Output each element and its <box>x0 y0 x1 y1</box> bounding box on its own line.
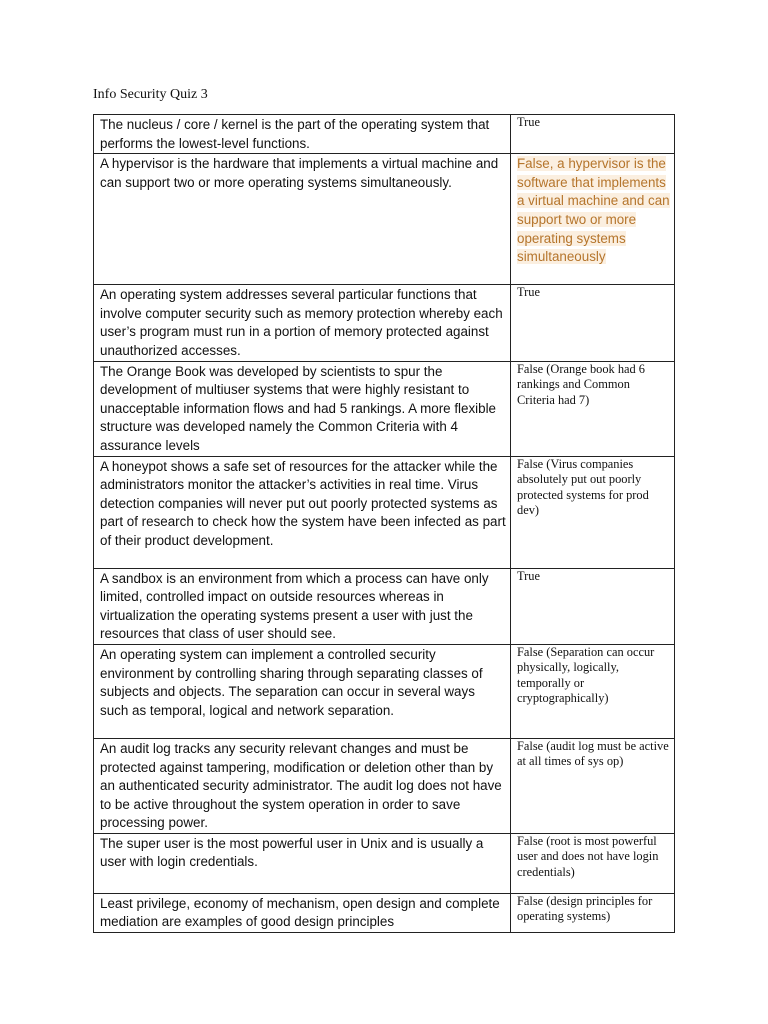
question-cell: An audit log tracks any security relevant changes and must be protected against tampering, modification or deletion other than by an authenticated security administrator. The audit log does not have to be active throughout the system operation in order to save processing power. <box>94 738 511 833</box>
question-cell: The nucleus / core / kernel is the part of the operating system that performs the lowest-level functions. <box>94 115 511 154</box>
question-cell: The Orange Book was developed by scientists to spur the development of multiuser systems that were highly resistant to unacceptable information flows and had 5 rankings. A more flexible structure was developed namely the Common Criteria with 4 assurance levels <box>94 361 511 456</box>
table-row <box>94 154 675 285</box>
answer-cell: False (root is most powerful user and does not have login credentials) <box>511 833 675 893</box>
document-title: Info Security Quiz 3 <box>93 87 208 102</box>
table-row <box>94 644 675 738</box>
quiz-table <box>93 114 675 933</box>
question-cell: The super user is the most powerful user in Unix and is usually a user with login credentials. <box>94 833 511 893</box>
answer-cell: False (Orange book had 6 rankings and Common Criteria had 7) <box>511 361 675 456</box>
answer-cell: False (design principles for operating systems) <box>511 893 675 932</box>
table-row <box>94 115 675 154</box>
answer-cell: True <box>511 285 675 361</box>
table-row <box>94 893 675 932</box>
question-cell: An operating system addresses several particular functions that involve computer security such as memory protection whereby each user’s program must run in a portion of memory protected against unauthorized accesses. <box>94 285 511 361</box>
highlighted-answer: False, a hypervisor is the software that implements a virtual machine and can support two or more operating systems simultaneously <box>517 156 670 265</box>
question-cell: Least privilege, economy of mechanism, open design and complete mediation are examples of good design principles <box>94 893 511 932</box>
table-row <box>94 568 675 644</box>
table-row <box>94 738 675 833</box>
question-cell: A honeypot shows a safe set of resources for the attacker while the administrators monitor the attacker’s activities in real time. Virus detection companies will never put out poorly protected systems as part of research to check how the system have been infected as part of their product development. <box>94 456 511 568</box>
question-cell: A sandbox is an environment from which a process can have only limited, controlled impact on outside resources whereas in virtualization the operating systems present a user with just the resources that class of user should see. <box>94 568 511 644</box>
answer-cell-highlighted <box>511 154 675 285</box>
question-cell: An operating system can implement a controlled security environment by controlling sharing through separating classes of subjects and objects. The separation can occur in several ways such as temporal, logical and network separation. <box>94 644 511 738</box>
answer-cell: False (audit log must be active at all times of sys op) <box>511 738 675 833</box>
answer-cell: True <box>511 568 675 644</box>
table-row <box>94 833 675 893</box>
question-cell: A hypervisor is the hardware that implements a virtual machine and can support two or more operating systems simultaneously. <box>94 154 511 285</box>
table-row <box>94 285 675 361</box>
answer-cell: False (Separation can occur physically, logically, temporally or cryptographically) <box>511 644 675 738</box>
answer-cell: True <box>511 115 675 154</box>
answer-cell: False (Virus companies absolutely put out poorly protected systems for prod dev) <box>511 456 675 568</box>
table-row <box>94 456 675 568</box>
table-row <box>94 361 675 456</box>
